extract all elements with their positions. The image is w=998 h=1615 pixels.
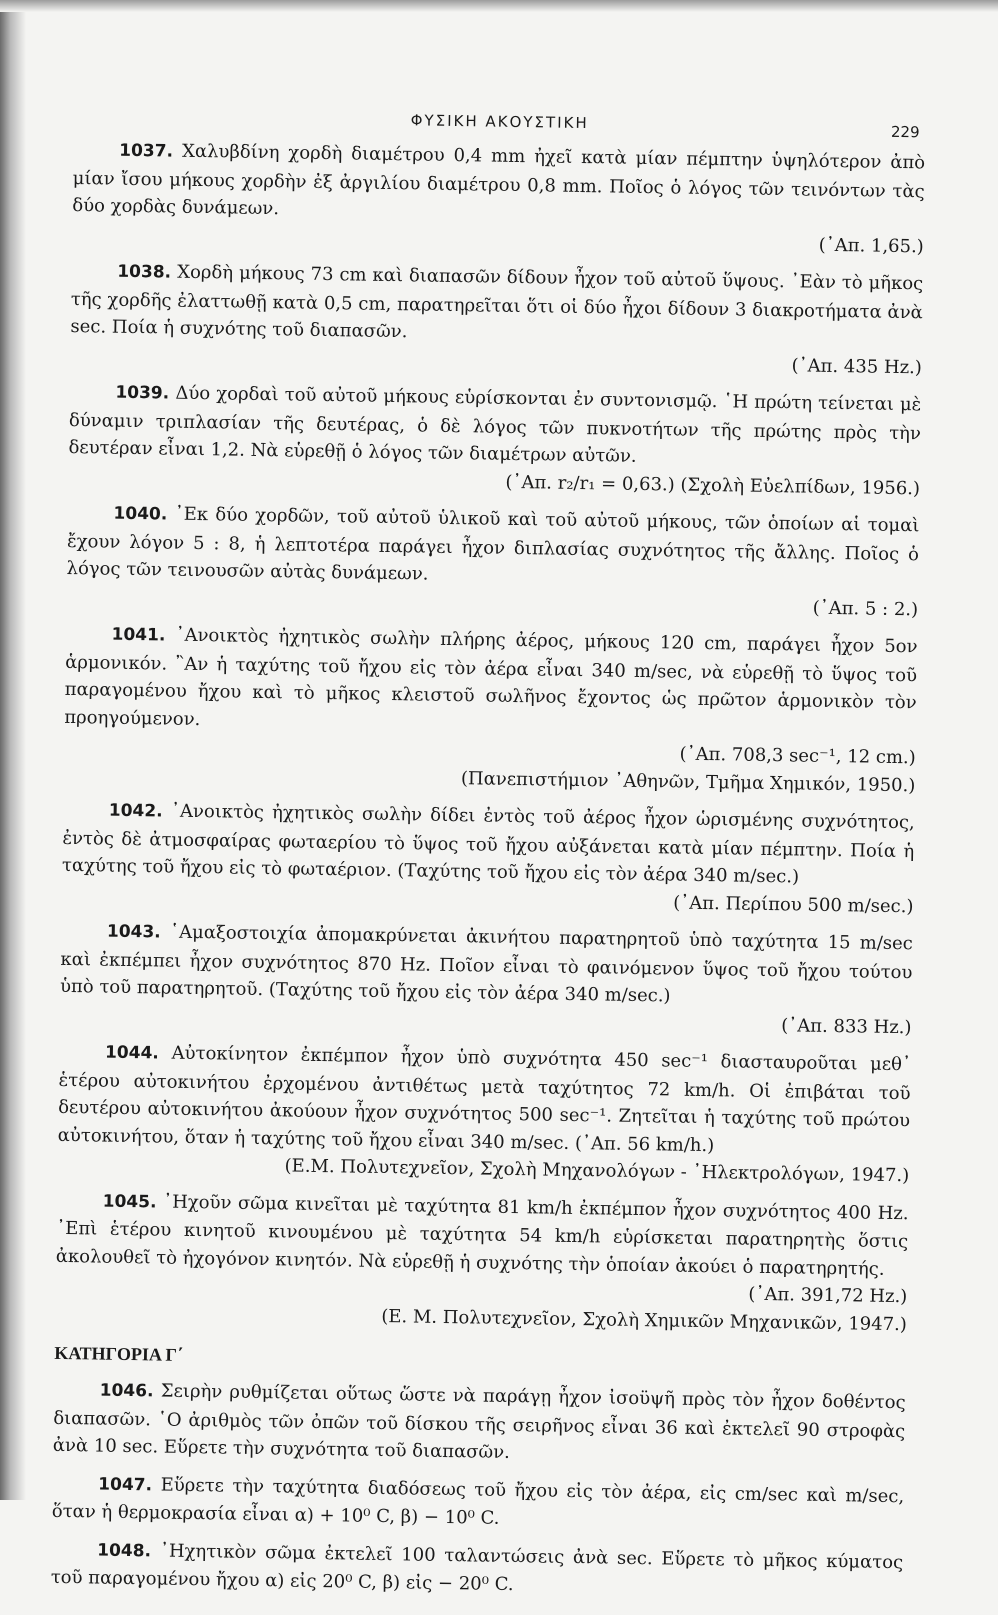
problem-1045: 1045. ᾿Ηχοῦν σῶμα κινεῖται μὲ ταχύτητα 81 km/h ἐκπέμπον ἦχον συχνότητος 400 Hz. ᾿Επὶ ἑτέρου κινητοῦ κινουμένου μὲ ταχύτητα 54 km/h εὑρίσκεται παρατηρητὴς ὅστις ἀκολουθεῖ τὸ ἠχογόνον κινητόν. Νὰ εὑρεθῇ ἡ συχνότης τὴν ὁποίαν ἀκούει ὁ παρατηρητής. (᾿Απ. 391,72 Hz.) (Ε. Μ. Πολυτεχνεῖον, Σχολὴ Χημικῶν Μηχανικῶν, 1947.) (55, 1186, 909, 1338)
problem-1043: 1043. ῾Αμαξοστοιχία ἀπομακρύνεται ἀκινήτου παρατηρητοῦ ὑπὸ ταχύτητα 15 m/sec καὶ ἐκπέμπει ἦχον συχνότητος 870 Hz. Ποῖον εἶναι τὸ φαινόμενον ὕψος τοῦ ἤχου τούτου ὑπὸ τοῦ παρατηρητοῦ. (Ταχύτης τοῦ ἤχου εἰς τὸν ἀέρα 340 m/sec.) (᾿Απ. 833 Hz.) (59, 917, 913, 1041)
problem-1040: 1040. ᾿Εκ δύο χορδῶν, τοῦ αὐτοῦ ὑλικοῦ καὶ τοῦ αὐτοῦ μήκους, τῶν ὁποίων αἱ τομαὶ ἔχουν λόγον 5 : 8, ἡ λεπτοτέρα παράγει ἦχον διπλασίας συχνότητος τῆς ἄλλης. Ποῖος ὁ λόγος τῶν τεινουσῶν αὐτὰς δυνάμεων. (᾿Απ. 5 : 2.) (66, 499, 920, 623)
problem-number: 1047 (98, 1474, 146, 1495)
page-number: 229 (890, 122, 920, 142)
problem-answer: (᾿Απ. 5 : 2.) (812, 597, 919, 620)
problem-text: ᾿Ηχητικὸν σῶμα ἐκτελεῖ 100 ταλαντώσεις ἀνὰ sec. Εὕρετε τὸ μῆκος κύματος τοῦ παραγομένου ἤχου α) εἰς 20⁰ C, β) εἰς − 20⁰ C. (50, 1540, 904, 1596)
problem-answer: (᾿Απ. 391,72 Hz.) (748, 1283, 908, 1308)
problem-number: 1048 (97, 1540, 145, 1561)
problem-text: ῾Αμαξοστοιχία ἀπομακρύνεται ἀκινήτου παρατηρητοῦ ὑπὸ ταχύτητα 15 m/sec καὶ ἐκπέμπει ἦχον συχνότητος 870 Hz. Ποῖον εἶναι τὸ φαινόμενον ὕψος τοῦ ἤχου τούτου ὑπὸ τοῦ παρατηρητοῦ. (Ταχύτης τοῦ ἤχου εἰς τὸν ἀέρα 340 m/sec.) (59, 921, 914, 1007)
problem-text: Αὐτοκίνητον ἐκπέμπον ἦχον ὑπὸ συχνότητα 450 sec⁻¹ διασταυροῦται μεθ᾿ ἑτέρου αὐτοκινήτου ἐρχομένου ἀντιθέτως μετὰ ταχύτητος 72 km/h. Οἱ ἐπιβάται τοῦ δευτέρου αὐτοκινήτου ἀκούουν ἦχον συχνότητος 500 sec⁻¹. Ζητεῖται ἡ ταχύτης τοῦ πρώτου αὐτοκινήτου, ὅταν ἡ ταχύτης τοῦ ἤχου εἶναι 340 m/sec. (᾿Απ. 56 km/h.) (57, 1042, 912, 1156)
problem-answer: (᾿Απ. 1,65.) (818, 234, 924, 257)
running-title: ΦΥΣΙΚΗ ΑΚΟΥΣΤΙΚΗ (410, 111, 589, 133)
problem-answer: (᾿Απ. 708,3 sec⁻¹, 12 cm.) (679, 743, 916, 769)
problem-1041: 1041. ᾿Ανοικτὸς ἠχητικὸς σωλὴν πλήρης ἀέρος, μήκους 120 cm, παράγει ἦχον 5ον ἁρμονικόν. ῍Αν ἡ ταχύτης τοῦ ἤχου εἰς τὸν ἀέρα εἶναι 340 m/sec, νὰ εὑρεθῇ τὸ ὕψος τοῦ παραγομένου ἤχου καὶ τὸ μῆκος κλειστοῦ σωλῆνος ἔχοντος ὡς πρῶτον ἁρμονικὸν τὸν προηγούμενον. (᾿Απ. 708,3 sec⁻¹, 12 cm.) (Πανεπιστήμιον ᾿Αθηνῶν, Τμῆμα Χημικόν, 1950.) (63, 620, 918, 799)
problem-source: (Ε. Μ. Πολυτεχνεῖον, Σχολὴ Χημικῶν Μηχανικῶν, 1947.) (381, 1305, 908, 1335)
problem-text: Εὕρετε τὴν ταχύτητα διαδόσεως τοῦ ἤχου εἰς τὸν ἀέρα, εἰς cm/sec καὶ m/sec, ὅταν ἡ θερμοκρασία εἶναι α) + 10⁰ C, β) − 10⁰ C. (51, 1474, 905, 1529)
problem-answer: (᾿Απ. Περίπου 500 m/sec.) (673, 892, 914, 917)
problem-text: Δύο χορδαὶ τοῦ αὐτοῦ μήκους εὑρίσκονται ἐν συντονισμῷ. ῾Η πρώτη τείνεται μὲ δύναμιν τριπλασίαν τῆς δευτέρας, ὁ δὲ λόγος τῶν πυκνοτήτων τῆς πρώτης πρὸς τὴν δευτέραν εἶναι 1,2. Νὰ εὑρεθῇ ὁ λόγος τῶν διαμέτρων αὐτῶν. (68, 382, 922, 467)
problem-text: ᾿Ανοικτὸς ἠχητικὸς σωλὴν πλήρης ἀέρος, μήκους 120 cm, παράγει ἦχον 5ον ἁρμονικόν. ῍Αν ἡ ταχύτης τοῦ ἤχου εἰς τὸν ἀέρα εἶναι 340 m/sec, νὰ εὑρεθῇ τὸ ὕψος τοῦ παραγομένου ἤχου καὶ τὸ μῆκος κλειστοῦ σωλῆνος ἔχοντος ὡς πρῶτον ἁρμονικὸν τὸν προηγούμενον. (64, 624, 918, 730)
problem-number: 1039 (115, 382, 163, 404)
problem-text: Σειρὴν ρυθμίζεται οὕτως ὥστε νὰ παράγῃ ἦχον ἰσοϋψῆ πρὸς τὸν ἦχον δοθέντος διαπασῶν. ῾Ο ἀριθμὸς τῶν ὀπῶν τοῦ δίσκου τῆς σειρῆνος εἶναι 36 καὶ ἐκτελεῖ 90 στροφὰς ἀνὰ 10 sec. Εὕρετε τὴν συχνότητα τοῦ διαπασῶν. (52, 1380, 906, 1464)
category-heading: ΚΑΤΗΓΟΡΙΑ Γ΄ (54, 1342, 184, 1365)
problem-1046: 1046. Σειρὴν ρυθμίζεται οὕτως ὥστε νὰ παράγῃ ἦχον ἰσοϋψῆ πρὸς τὸν ἦχον δοθέντος διαπασῶν. ῾Ο ἀριθμὸς τῶν ὀπῶν τοῦ δίσκου τῆς σειρῆνος εἶναι 36 καὶ ἐκτελεῖ 90 στροφὰς ἀνὰ 10 sec. Εὕρετε τὴν συχνότητα τοῦ διαπασῶν. (52, 1380, 906, 1464)
problem-answer: (᾿Απ. 435 Hz.) (791, 354, 923, 378)
problem-number: 1038 (117, 261, 165, 283)
problem-number: 1042 (108, 800, 157, 822)
problem-1044: 1044. Αὐτοκίνητον ἐκπέμπον ἦχον ὑπὸ συχνότητα 450 sec⁻¹ διασταυροῦται μεθ᾿ ἑτέρου αὐτοκινήτου ἐρχομένου ἀντιθέτως μετὰ ταχύτητος 72 km/h. Οἱ ἐπιβάται τοῦ δευτέρου αὐτοκινήτου ἀκούουν ἦχον συχνότητος 500 sec⁻¹. Ζητεῖται ἡ ταχύτης τοῦ πρώτου αὐτοκινήτου, ὅταν ἡ ταχύτης τοῦ ἤχου εἶναι 340 m/sec. (᾿Απ. 56 km/h.) (Ε.Μ. Πολυτεχνεῖον, Σχολὴ Μηχανολόγων - ᾿Ηλεκτρολόγων, 1947.) (57, 1038, 911, 1190)
book-page (50, 100, 925, 1615)
page-edge-shadow (0, 0, 26, 1500)
problem-1037: 1037. Χαλυβδίνη χορδὴ διαμέτρου 0,4 mm ἠχεῖ κατὰ μίαν πέμπτην ὑψηλότερον ἀπὸ μίαν ἴσου μήκους χορδὴν ἐξ ἀργιλίου διαμέτρου 0,8 mm. Ποῖος ὁ λόγος τῶν τεινόντων τὰς δύο χορδὰς δυνάμεων. (᾿Απ. 1,65.) (72, 136, 926, 260)
problem-text: ᾿Εκ δύο χορδῶν, τοῦ αὐτοῦ ὑλικοῦ καὶ τοῦ αὐτοῦ μήκους, τῶν ὁποίων αἱ τομαὶ ἔχουν λόγον 5 : 8, ἡ λεπτοτέρα παράγει ἦχον διπλασίας συχνότητος τῆς ἄλλης. Ποῖος ὁ λόγος τῶν τεινουσῶν αὐτὰς δυνάμεων. (66, 503, 920, 585)
problem-number: 1046 (99, 1380, 148, 1402)
problem-number: 1041 (111, 624, 160, 646)
problem-text: ᾿Ηχοῦν σῶμα κινεῖται μὲ ταχύτητα 81 km/h ἐκπέμπον ἦχον συχνότητος 400 Hz. ᾿Επὶ ἑτέρου κινητοῦ κινουμένου μὲ ταχύτητα 54 km/h εὑρίσκεται παρατηρητὴς ὅστις ἀκολουθεῖ τὸ ἠχογόνον κινητόν. Νὰ εὑρεθῇ ἡ συχνότης τὴν ὁποίαν ἀκούει ὁ παρατηρητής. (55, 1191, 909, 1280)
problem-text: Χορδὴ μήκους 73 cm καὶ διαπασῶν δίδουν ἦχον τοῦ αὐτοῦ ὕψους. ᾿Εὰν τὸ μῆκος τῆς χορδῆς ἐλαττωθῇ κατὰ 0,5 cm, παρατηρεῖται ὅτι οἱ δύο ἦχοι δίδουν 3 διακροτήματα ἀνὰ sec. Ποία ἡ συχνότης τοῦ διαπασῶν. (70, 261, 924, 343)
problem-1039: 1039. Δύο χορδαὶ τοῦ αὐτοῦ μήκους εὑρίσκονται ἐν συντονισμῷ. ῾Η πρώτη τείνεται μὲ δύναμιν τριπλασίαν τῆς δευτέρας, ὁ δὲ λόγος τῶν πυκνοτήτων τῆς πρώτης πρὸς τὴν δευτέραν εἶναι 1,2. Νὰ εὑρεθῇ ὁ λόγος τῶν διαμέτρων αὐτῶν. (᾿Απ. r₂/r₁ = 0,63.) (Σχολὴ Εὐελπίδων, 1956.) (68, 378, 922, 502)
problem-number: 1040 (113, 503, 161, 525)
problem-source: (Ε.Μ. Πολυτεχνεῖον, Σχολὴ Μηχανολόγων - ᾿Ηλεκτρολόγων, 1947.) (284, 1155, 910, 1187)
page-top-shadow (0, 0, 998, 12)
problem-number: 1037 (119, 140, 167, 162)
problem-number: 1043 (106, 921, 155, 943)
problem-number: 1045 (102, 1191, 151, 1212)
problem-1038: 1038. Χορδὴ μήκους 73 cm καὶ διαπασῶν δίδουν ἦχον τοῦ αὐτοῦ ὕψους. ᾿Εὰν τὸ μῆκος τῆς χορδῆς ἐλαττωθῇ κατὰ 0,5 cm, παρατηρεῖται ὅτι οἱ δύο ἦχοι δίδουν 3 διακροτήματα ἀνὰ sec. Ποία ἡ συχνότης τοῦ διαπασῶν. (᾿Απ. 435 Hz.) (70, 257, 924, 381)
problem-source: (Πανεπιστήμιον ᾿Αθηνῶν, Τμῆμα Χημικόν, 1950.) (460, 767, 916, 796)
problem-1047: 1047. Εὕρετε τὴν ταχύτητα διαδόσεως τοῦ ἤχου εἰς τὸν ἀέρα, εἰς cm/sec καὶ m/sec, ὅταν ἡ θερμοκρασία εἶναι α) + 10⁰ C, β) − 10⁰ C. (51, 1474, 905, 1529)
problem-1048: 1048. ᾿Ηχητικὸν σῶμα ἐκτελεῖ 100 ταλαντώσεις ἀνὰ sec. Εὕρετε τὸ μῆκος κύματος τοῦ παραγομένου ἤχου α) εἰς 20⁰ C, β) εἰς − 20⁰ C. (50, 1540, 904, 1596)
problem-number: 1044 (104, 1042, 153, 1064)
problem-answer: (᾿Απ. 833 Hz.) (781, 1014, 912, 1038)
problem-text: Χαλυβδίνη χορδὴ διαμέτρου 0,4 mm ἠχεῖ κατὰ μίαν πέμπτην ὑψηλότερον ἀπὸ μίαν ἴσου μήκους χορδὴν ἐξ ἀργιλίου διαμέτρου 0,8 mm. Ποῖος ὁ λόγος τῶν τεινόντων τὰς δύο χορδὰς δυνάμεων. (72, 140, 926, 220)
problem-text: ᾿Ανοικτὸς ἠχητικὸς σωλὴν δίδει ἐντὸς τοῦ ἀέρος ἦχον ὡρισμένης συχνότητος, ἐντὸς δὲ ἀτμοσφαίρας φωταερίου τὸ ὕψος τοῦ ἤχου αὐξάνεται κατὰ μίαν πέμπτην. Ποία ἡ ταχύτης τοῦ ἤχου εἰς τὸ φωταέριον. (Ταχύτης τοῦ ἤχου εἰς τὸν ἀέρα 340 m/sec.) (61, 800, 915, 888)
problem-1042: 1042. ᾿Ανοικτὸς ἠχητικὸς σωλὴν δίδει ἐντὸς τοῦ ἀέρος ἦχον ὡρισμένης συχνότητος, ἐντὸς δὲ ἀτμοσφαίρας φωταερίου τὸ ὕψος τοῦ ἤχου αὐξάνεται κατὰ μίαν πέμπτην. Ποία ἡ ταχύτης τοῦ ἤχου εἰς τὸ φωταέριον. (Ταχύτης τοῦ ἤχου εἰς τὸν ἀέρα 340 m/sec.) (᾿Απ. Περίπου 500 m/sec.) (61, 796, 915, 920)
problem-answer: (᾿Απ. r₂/r₁ = 0,63.) (Σχολὴ Εὐελπίδων, 1956.) (505, 471, 921, 499)
